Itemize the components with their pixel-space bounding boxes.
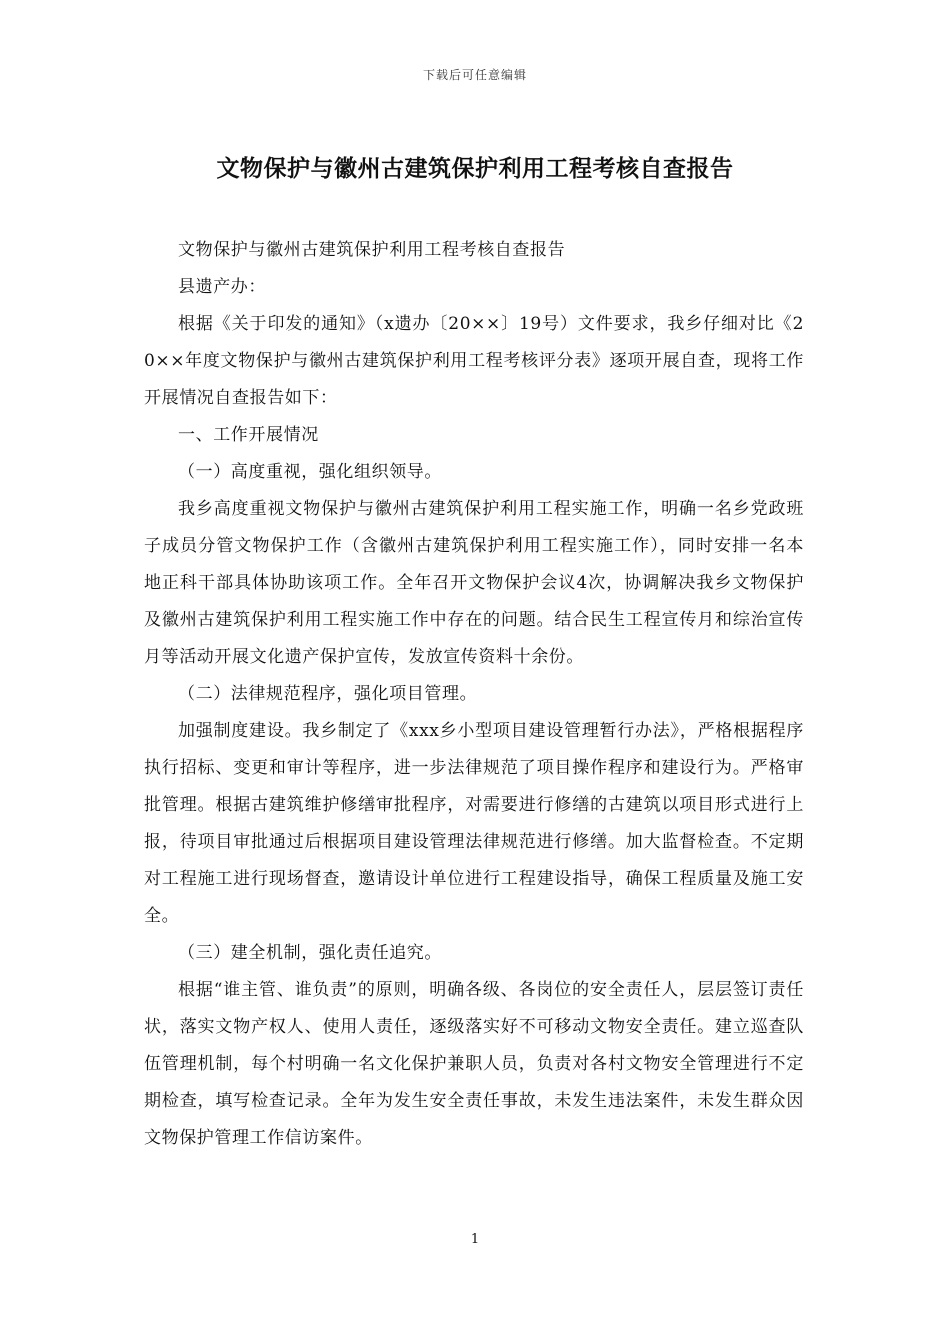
document-title: 文物保护与徽州古建筑保护利用工程考核自查报告 [216, 156, 734, 182]
document-body [144, 232, 804, 1157]
paragraph-responsibility: 根据“谁主管、谁负责”的原则，明确各级、各岗位的安全责任人，层层签订责任状，落实文物产权人、使用人责任，逐级落实好不可移动文物安全责任。建立巡查队伍管理机制，每个村明确一名文化保护兼职人员，负责对各村文物安全管理进行不定期检查，填写检查记录。全年为发生安全责任事故，未发生违法案件，未发生群众因文物保护管理工作信访案件。 [144, 980, 804, 1148]
page-number: 1 [470, 1232, 480, 1247]
header-note: 下载后可任意编辑 [422, 68, 527, 82]
paragraph-organization: 我乡高度重视文物保护与徽州古建筑保护利用工程实施工作，明确一名乡党政班子成员分管文物保护工作（含徽州古建筑保护利用工程实施工作），同时安排一名本地正科干部具体协助该项工作。全年召开文物保护会议4次，协调解决我乡文物保护及徽州古建筑保护利用工程实施工作中存在的问题。结合民生工程宣传月和综治宣传月等活动开展文化遗产保护宣传，发放宣传资料十余份。 [144, 499, 804, 667]
paragraph-subtitle: 文物保护与徽州古建筑保护利用工程考核自查报告 [178, 240, 566, 260]
subsection-heading-1: （一）高度重视，强化组织领导。 [178, 462, 442, 482]
paragraph-addressee: 县遗产办： [178, 277, 266, 297]
paragraph-project-management: 加强制度建设。我乡制定了《xxx乡小型项目建设管理暂行办法》，严格根据程序执行招标、变更和审计等程序，进一步法律规范了项目操作程序和建设行为。严格审批管理。根据古建筑维护修缮审批程序，对需要进行修缮的古建筑以项目形式进行上报，待项目审批通过后根据项目建设管理法律规范进行修缮。加大监督检查。不定期对工程施工进行现场督查，邀请设计单位进行工程建设指导，确保工程质量及施工安全。 [144, 721, 804, 926]
paragraph-intro: 根据《关于印发的通知》（x遗办〔20××〕19号）文件要求，我乡仔细对比《20××年度文物保护与徽州古建筑保护利用工程考核评分表》逐项开展自查，现将工作开展情况自查报告如下： [144, 314, 804, 408]
section-heading-1: 一、工作开展情况 [178, 425, 319, 445]
subsection-heading-2: （二）法律规范程序，强化项目管理。 [178, 684, 478, 704]
subsection-heading-3: （三）建全机制，强化责任追究。 [178, 943, 442, 963]
